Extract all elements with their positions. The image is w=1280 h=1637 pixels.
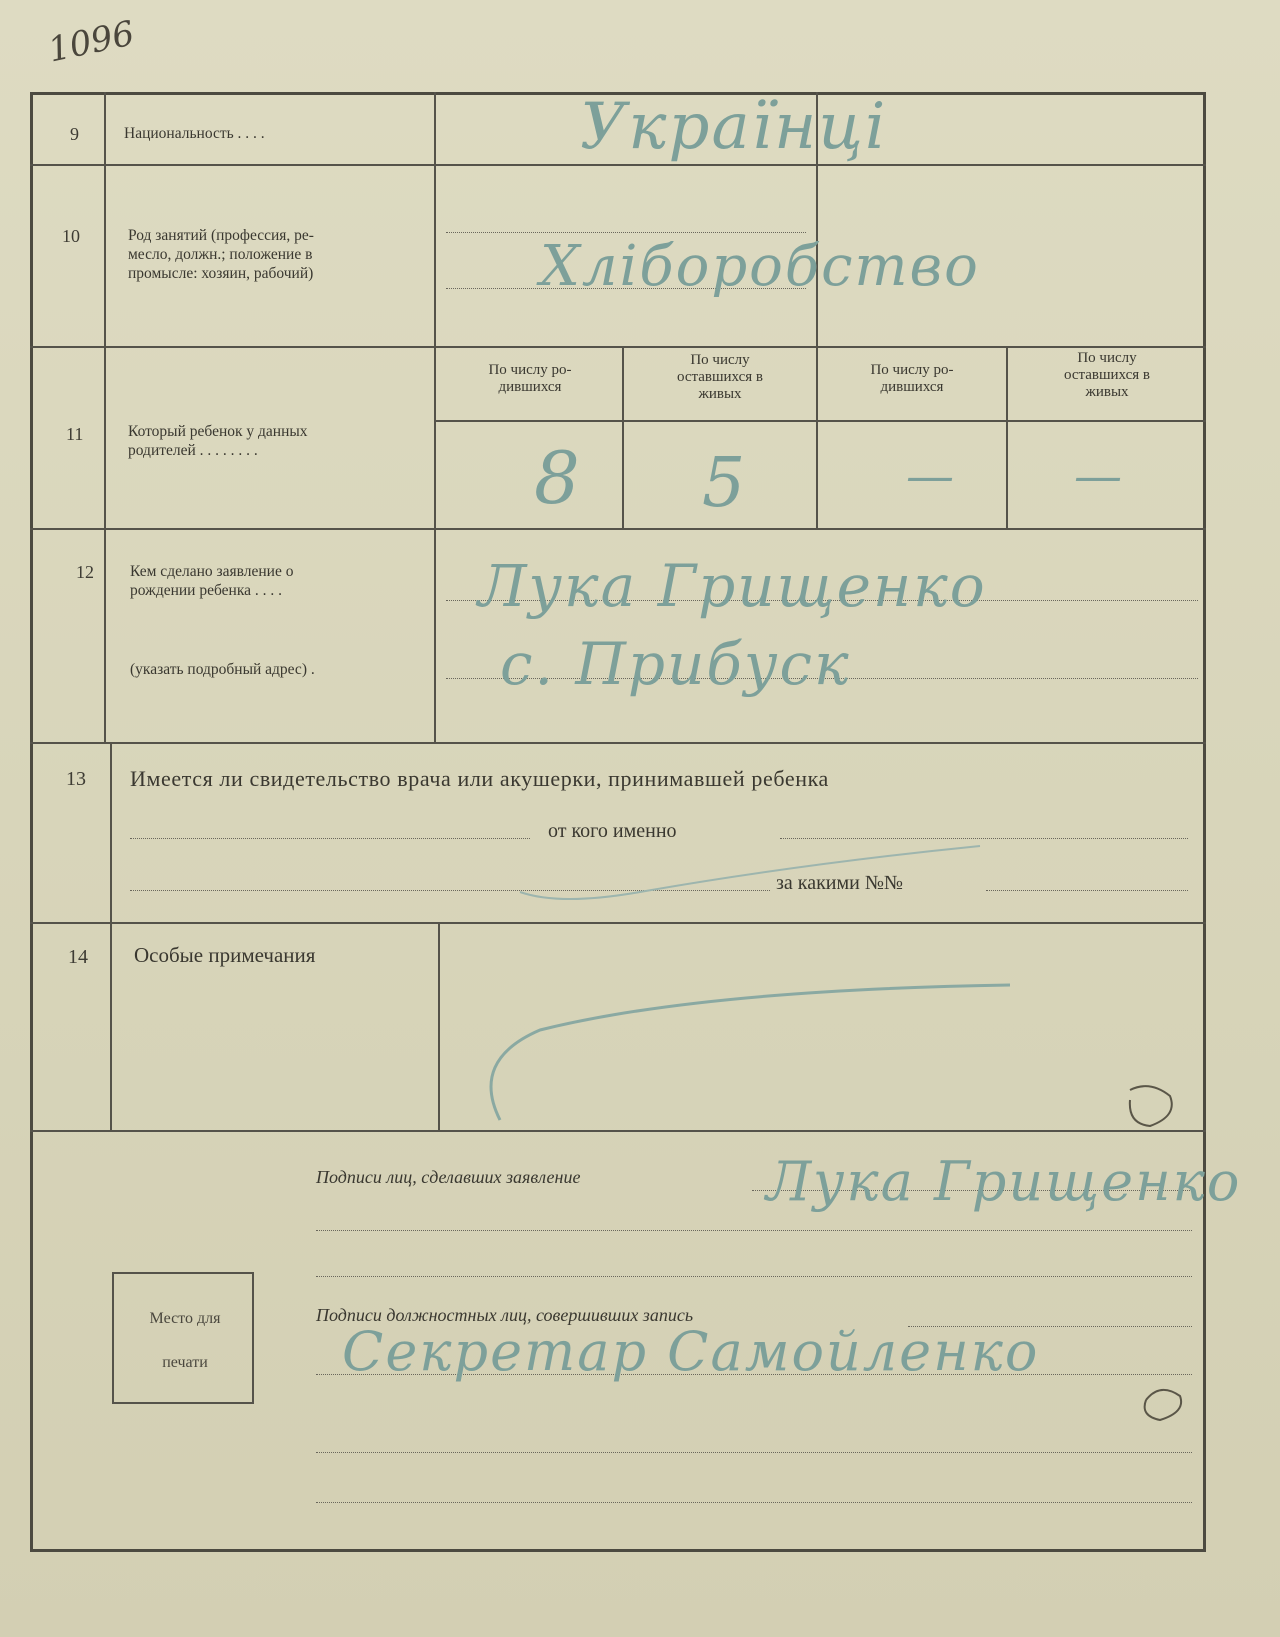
applicant-signature: Лука Грищенко <box>766 1150 1242 1213</box>
col-alive-header-2: По числу оставшихся в живых <box>1063 350 1151 400</box>
pen-stroke <box>520 846 980 899</box>
row-9-label: Национальность . . . . <box>124 125 265 142</box>
row-10-label: Род занятий (профессия, ре- месло, должн.; положение в промысле: хозяин, рабочий) <box>128 227 314 282</box>
row-13-number: 13 <box>66 768 86 790</box>
nationality-value: Українці <box>580 90 888 164</box>
initials-mark <box>1145 1390 1182 1420</box>
stamp-place-text: печати <box>162 1354 208 1371</box>
row-12-number: 12 <box>76 562 94 582</box>
col-alive-header: По числу оставшихся в живых <box>676 352 764 402</box>
row-13-by-which: за какими №№ <box>776 872 904 894</box>
born-count-value: 8 <box>534 436 582 520</box>
row-11-label: Который ребенок у данных родителей . . . . . . . . <box>128 423 308 459</box>
col-born-header: По числу ро- дившихся <box>488 362 572 395</box>
pen-stroke <box>491 985 1010 1120</box>
col-born-header-2: По числу ро- дившихся <box>870 362 954 395</box>
archive-number: 1096 <box>44 13 138 71</box>
row-13-from-whom: от кого именно <box>548 820 677 842</box>
officials-signature-label: Подписи должностных лиц, совершивших запись <box>316 1305 694 1325</box>
row-12-label: Кем сделано заявление о рождении ребенка . . . . <box>130 563 294 599</box>
row-12-address-label: (указать подробный адрес) . <box>130 661 315 678</box>
row-9-number: 9 <box>70 124 79 144</box>
official-signature: Секретар Самойленко <box>342 1320 1040 1383</box>
row-14-number: 14 <box>68 946 88 968</box>
applicant-name-value: Лука Грищенко <box>478 552 987 620</box>
applicant-address-value: с. Прибуск <box>500 630 851 698</box>
initials-mark <box>1130 1086 1172 1126</box>
born-count-value-2: — <box>906 448 956 504</box>
stamp-place-text: Место для <box>149 1310 221 1327</box>
row-14-label: Особые примечания <box>134 943 316 967</box>
row-10-number: 10 <box>62 226 80 246</box>
alive-count-value: 5 <box>702 444 748 523</box>
row-13-question: Имеется ли свидетельство врача или акушерки, принимавшей ребенка <box>130 766 829 791</box>
row-11-number: 11 <box>66 424 84 444</box>
alive-count-value-2: — <box>1074 448 1124 504</box>
applicants-signature-label: Подписи лиц, сделавших заявление <box>316 1167 581 1187</box>
occupation-value: Хліборобство <box>540 234 980 299</box>
